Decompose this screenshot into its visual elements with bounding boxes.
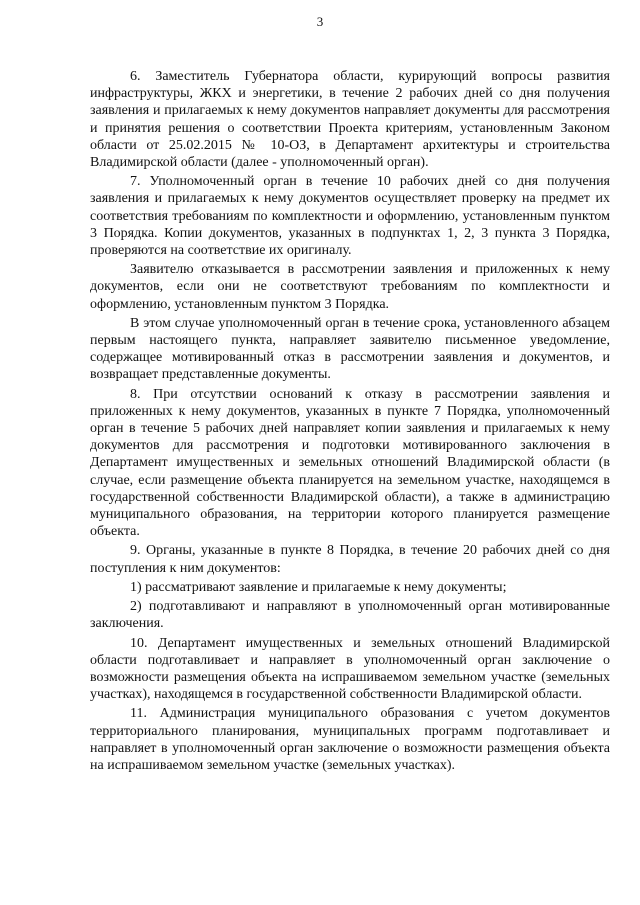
paragraph-6: 6. Заместитель Губернатора области, курирующий вопросы развития инфраструктуры, ЖКХ и энергетики, в течение 2 рабочих дней со дня получения заявления и прилагаемых к нему документов направляет документы для рассмотрения и принятия решения о соответствии Проекта критериям, установленным Законом области от 25.02.2015 № 10-ОЗ, в Департамент архитектуры и строительства Владимирской области (далее - уполномоченный орган). [90, 69, 610, 171]
page-number: 3 [316, 14, 324, 29]
paragraph-7-notification: В этом случае уполномоченный орган в течение срока, установленного абзацем первым настоящего пункта, направляет заявителю письменное уведомление, содержащее мотивированный отказ в рассмотрении заявления и документов, и возвращает представленные документы. [90, 315, 610, 383]
paragraph-10: 10. Департамент имущественных и земельных отношений Владимирской области подготавливает и направляет в уполномоченный орган заключение о возможности размещения объекта на испрашиваемом земельном участке (земельных участках), находящемся в государственной собственности Владимирской области. [90, 635, 610, 703]
paragraph-7-refusal: Заявителю отказывается в рассмотрении заявления и приложенных к нему документов, если они не соответствуют требованиям по комплектности и оформлению, установленным пунктом 3 Порядка. [90, 262, 610, 312]
document-body [90, 68, 610, 776]
paragraph-9: 9. Органы, указанные в пункте 8 Порядка, в течение 20 рабочих дней со дня поступления к ним документов: [90, 543, 610, 576]
paragraph-9-item-1: 1) рассматривают заявление и прилагаемые к нему документы; [130, 579, 507, 595]
paragraph-8: 8. При отсутствии оснований к отказу в рассмотрении заявления и приложенных к нему документов, указанных в пункте 7 Порядка, уполномоченный орган в течение 5 рабочих дней направляет копии заявления и прилагаемых к нему документов для рассмотрения и подготовки мотивированного заключения в Департамент имущественных и земельных отношений Владимирской области (в случае, если размещение объекта планируется на земельном участке, находящемся в государственной собственности Владимирской области), а также в администрацию муниципального образования, на территории которого планируется размещение объекта. [90, 386, 610, 540]
paragraph-11: 11. Администрация муниципального образования с учетом документов территориального планирования, муниципальных программ подготавливает и направляет в уполномоченный орган заключение о возможности размещения объекта на испрашиваемом земельном участке (земельных участках). [90, 706, 610, 773]
paragraph-9-item-2: 2) подготавливают и направляют в уполномоченный орган мотивированные заключения. [90, 599, 610, 632]
paragraph-7: 7. Уполномоченный орган в течение 10 рабочих дней со дня получения заявления и прилагаемых к нему документов осуществляет проверку на предмет их соответствия требованиям по комплектности и оформлению, установленным пунктом 3 Порядка. Копии документов, указанных в подпунктах 1, 2, 3 пункта 3 Порядка, проверяются на соответствие их оригиналу. [90, 174, 610, 259]
